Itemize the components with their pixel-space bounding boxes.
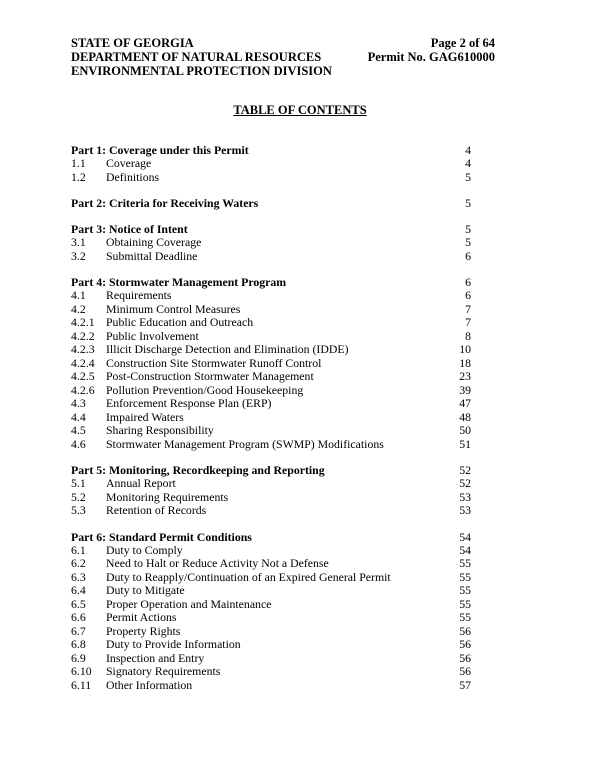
toc-entry-label: Annual Report	[106, 476, 176, 490]
toc-page-number: 55	[459, 583, 471, 597]
toc-entry-number: 4.1	[71, 288, 86, 302]
toc-entry-label: Post-Construction Stormwater Management	[106, 369, 314, 383]
toc-entry-label: Duty to Mitigate	[106, 583, 185, 597]
toc-part-title: Part 1: Coverage under this Permit	[71, 143, 249, 157]
toc-page-number: 7	[465, 301, 471, 316]
table-of-contents	[71, 143, 471, 692]
toc-page-number: 6	[465, 288, 471, 302]
toc-page-number: 48	[459, 409, 471, 424]
toc-part-title: Part 6: Standard Permit Conditions	[71, 529, 252, 544]
toc-entry-number: 6.3	[71, 569, 86, 584]
header-row-2	[71, 50, 495, 64]
toc-entry-label: Minimum Control Measures	[106, 301, 241, 316]
toc-entry	[71, 504, 471, 518]
toc-page-number: 4	[465, 143, 471, 157]
toc-part-heading	[71, 530, 471, 544]
toc-page-number: 56	[459, 664, 471, 678]
toc-page-number: 5	[465, 222, 471, 236]
toc-entry-number: 3.2	[71, 248, 86, 263]
toc-entry-number: 4.2	[71, 301, 86, 316]
toc-entry-number: 6.9	[71, 650, 86, 665]
toc-page-number: 56	[459, 637, 471, 651]
toc-entry	[71, 571, 471, 585]
toc-entry-number: 6.8	[71, 637, 86, 651]
toc-page-number: 55	[459, 569, 471, 584]
toc-page-number: 51	[459, 436, 471, 451]
toc-entry-label: Permit Actions	[106, 610, 177, 624]
toc-page-number: 52	[459, 463, 471, 477]
toc-entry-label: Inspection and Entry	[106, 650, 205, 665]
toc-entry	[71, 438, 471, 452]
toc-part-heading	[71, 222, 471, 236]
toc-entry-label: Submittal Deadline	[106, 248, 198, 263]
toc-page-number: 39	[459, 382, 471, 397]
header-department: DEPARTMENT OF NATURAL RESOURCES	[71, 50, 322, 64]
toc-entry-number: 4.2.4	[71, 355, 95, 370]
toc-page-number: 10	[459, 342, 471, 356]
toc-entry-label: Impaired Waters	[106, 409, 184, 424]
toc-page-number: 55	[459, 610, 471, 624]
toc-entry-label: Obtaining Coverage	[106, 235, 202, 249]
toc-entry	[71, 557, 471, 571]
toc-entry-number: 4.4	[71, 409, 86, 424]
toc-page-number: 54	[459, 529, 471, 544]
header-permit-number: Permit No. GAG610000	[367, 50, 495, 64]
toc-entry-label: Sharing Responsibility	[106, 423, 214, 437]
toc-entry	[71, 491, 471, 505]
toc-part-heading	[71, 275, 471, 289]
toc-entry	[71, 584, 471, 598]
toc-entry	[71, 397, 471, 411]
toc-entry	[71, 638, 471, 652]
toc-entry-number: 4.2.5	[71, 369, 95, 383]
toc-page-number: 55	[459, 596, 471, 611]
toc-entry-label: Signatory Requirements	[106, 664, 221, 678]
toc-page-number: 4	[465, 156, 471, 170]
toc-entry	[71, 625, 471, 639]
toc-entry	[71, 171, 471, 185]
toc-entry	[71, 598, 471, 612]
toc-entry	[71, 679, 471, 693]
toc-entry-number: 4.2.3	[71, 342, 95, 356]
toc-entry-label: Enforcement Response Plan (ERP)	[106, 396, 272, 410]
toc-entry	[71, 370, 471, 384]
header-row-3	[71, 64, 495, 78]
toc-entry	[71, 652, 471, 666]
toc-entry-number: 6.2	[71, 556, 86, 570]
toc-entry-number: 6.11	[71, 677, 92, 692]
toc-part-heading	[71, 143, 471, 157]
toc-entry	[71, 303, 471, 317]
toc-entry-label: Definitions	[106, 169, 160, 184]
toc-entry-label: Need to Halt or Reduce Activity Not a Defense	[106, 556, 329, 570]
toc-entry	[71, 424, 471, 438]
toc-entry-number: 4.2.2	[71, 328, 95, 343]
toc-entry-label: Construction Site Stormwater Runoff Control	[106, 355, 322, 370]
toc-entry-label: Requirements	[106, 288, 172, 302]
toc-title: TABLE OF CONTENTS	[233, 103, 367, 117]
toc-entry-number: 4.6	[71, 436, 86, 451]
toc-entry-label: Retention of Records	[106, 503, 207, 517]
toc-entry-number: 3.1	[71, 235, 86, 249]
toc-entry-number: 6.4	[71, 583, 86, 597]
toc-page-number: 8	[465, 328, 471, 343]
toc-entry-label: Duty to Reapply/Continuation of an Expired General Permit	[106, 569, 391, 584]
toc-entry-number: 6.7	[71, 623, 86, 638]
toc-page-number: 18	[459, 355, 471, 370]
toc-entry-label: Coverage	[106, 156, 152, 170]
toc-entry-number: 6.10	[71, 664, 92, 678]
header-row-1	[71, 36, 495, 50]
toc-entry-number: 4.2.6	[71, 382, 95, 397]
toc-part-title: Part 3: Notice of Intent	[71, 222, 188, 236]
toc-page-number: 6	[465, 248, 471, 263]
toc-entry-number: 4.3	[71, 396, 86, 410]
toc-entry-label: Public Involvement	[106, 328, 199, 343]
toc-entry-number: 6.1	[71, 542, 86, 557]
toc-entry	[71, 316, 471, 330]
toc-entry-label: Duty to Comply	[106, 542, 183, 557]
toc-part-title: Part 5: Monitoring, Recordkeeping and Reporting	[71, 463, 325, 477]
toc-page-number: 54	[459, 542, 471, 557]
toc-page-number: 56	[459, 623, 471, 638]
toc-page-number: 56	[459, 650, 471, 665]
toc-entry	[71, 289, 471, 303]
toc-page-number: 52	[459, 476, 471, 490]
header-division: ENVIRONMENTAL PROTECTION DIVISION	[71, 64, 332, 78]
toc-entry-label: Other Information	[106, 677, 193, 692]
toc-entry	[71, 343, 471, 357]
toc-entry-label: Illicit Discharge Detection and Elimination (IDDE)	[106, 342, 349, 356]
toc-page-number: 53	[459, 503, 471, 517]
toc-part-title: Part 2: Criteria for Receiving Waters	[71, 196, 259, 210]
toc-entry-number: 6.5	[71, 596, 86, 611]
toc-page-number: 5	[465, 169, 471, 184]
header-state: STATE OF GEORGIA	[71, 36, 194, 50]
toc-entry-number: 5.3	[71, 503, 86, 517]
toc-entry-number: 6.6	[71, 610, 86, 624]
toc-entry	[71, 357, 471, 371]
toc-page-number: 57	[459, 677, 471, 692]
toc-entry-number: 5.1	[71, 476, 86, 490]
toc-page-number: 6	[465, 275, 471, 289]
toc-entry	[71, 611, 471, 625]
toc-page-number: 5	[465, 235, 471, 249]
page-header	[71, 36, 495, 78]
toc-entry-number: 4.5	[71, 423, 86, 437]
toc-entry-label: Duty to Provide Information	[106, 637, 241, 651]
toc-page-number: 47	[459, 396, 471, 410]
toc-entry-number: 1.1	[71, 156, 86, 170]
toc-page-number: 5	[465, 196, 471, 210]
toc-page-number: 23	[459, 369, 471, 383]
toc-entry-number: 1.2	[71, 169, 86, 184]
toc-entry-label: Proper Operation and Maintenance	[106, 596, 272, 611]
toc-entry-label: Public Education and Outreach	[106, 315, 254, 329]
toc-entry-number: 4.2.1	[71, 315, 95, 329]
toc-entry-number: 5.2	[71, 489, 86, 504]
toc-entry-label: Property Rights	[106, 623, 181, 638]
toc-entry-label: Monitoring Requirements	[106, 489, 229, 504]
toc-part-title: Part 4: Stormwater Management Program	[71, 275, 287, 289]
toc-page-number: 53	[459, 489, 471, 504]
toc-page-number: 50	[459, 423, 471, 437]
toc-entry	[71, 236, 471, 250]
toc-page-number: 55	[459, 556, 471, 570]
header-page-number: Page 2 of 64	[430, 36, 495, 50]
toc-part-heading	[71, 196, 471, 210]
toc-entry	[71, 411, 471, 425]
toc-part-heading	[71, 463, 471, 477]
toc-entry	[71, 330, 471, 344]
toc-entry-label: Pollution Prevention/Good Housekeeping	[106, 382, 304, 397]
toc-entry-label: Stormwater Management Program (SWMP) Modifications	[106, 436, 384, 451]
toc-entry	[71, 544, 471, 558]
toc-entry	[71, 477, 471, 491]
toc-entry	[71, 250, 471, 264]
toc-entry	[71, 384, 471, 398]
toc-entry	[71, 157, 471, 171]
toc-entry	[71, 665, 471, 679]
toc-page-number: 7	[465, 315, 471, 329]
